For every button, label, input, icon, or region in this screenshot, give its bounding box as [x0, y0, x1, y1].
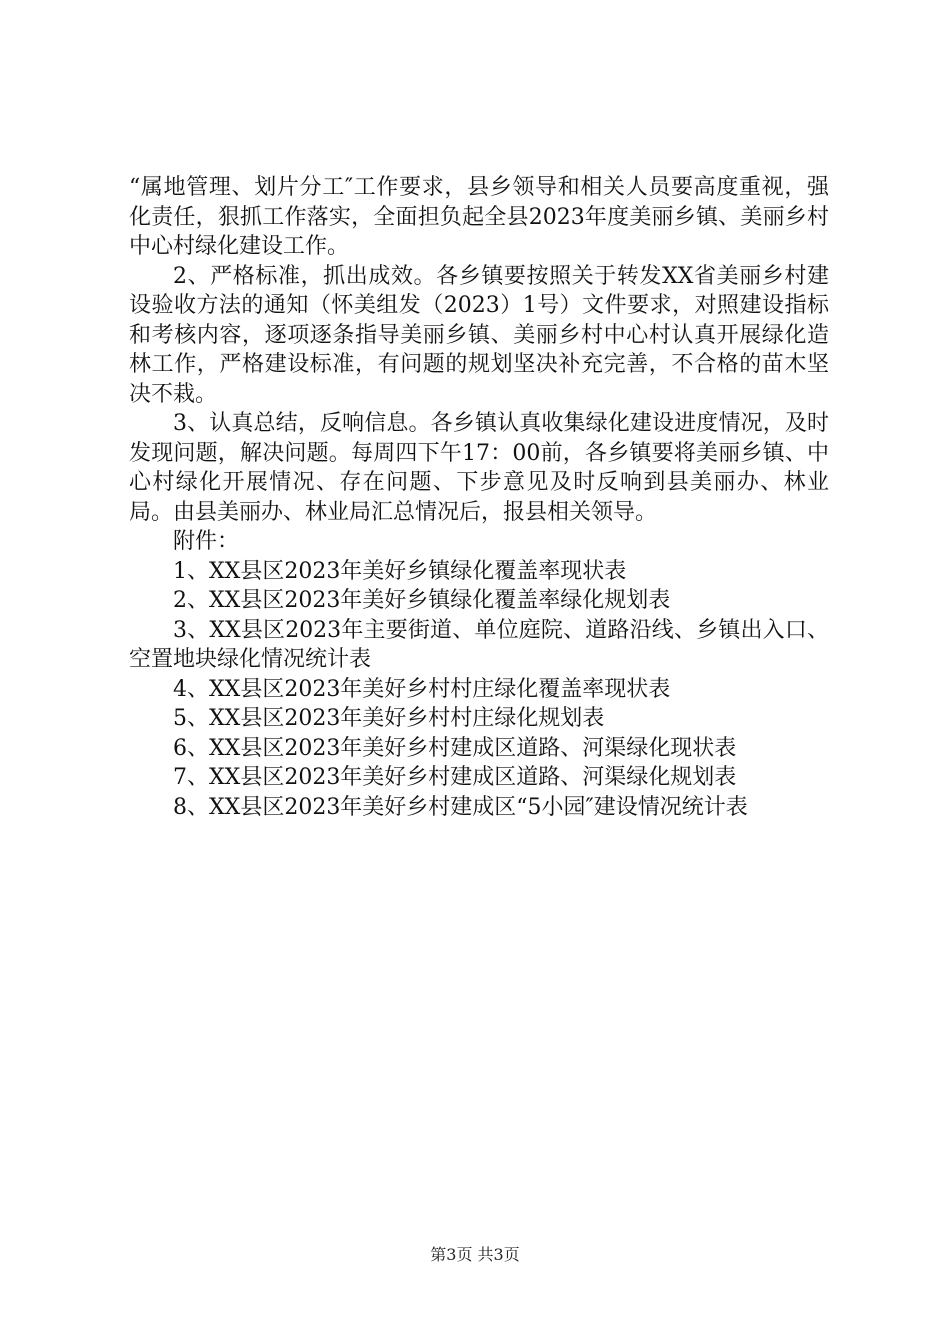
- document-body: [129, 173, 829, 822]
- attachment-item-6: 6、XX县区2023年美好乡村建成区道路、河渠绿化现状表: [173, 735, 737, 761]
- attachment-item-5: 5、XX县区2023年美好乡村村庄绿化规划表: [173, 706, 605, 731]
- attachment-item-2: 2、XX县区2023年美好乡镇绿化覆盖率绿化规划表: [173, 588, 671, 613]
- paragraph-summary-feedback: 3、认真总结，反响信息。各乡镇认真收集绿化建设进度情况，及时发现问题，解决问题。每周四下午17：00前，各乡镇要将美丽乡镇、中心村绿化开展情况、存在问题、下步意见及时反响到县美丽办、林业局。由县美丽办、林业局汇总情况后，报县相关领导。: [129, 411, 829, 525]
- attachment-item-7: 7、XX县区2023年美好乡村建成区道路、河渠绿化规划表: [173, 765, 737, 790]
- paragraph-continuation: “属地管理、划片分工″工作要求，县乡领导和相关人员要高度重视，强化责任，狠抓工作落实，全面担负起全县2023年度美丽乡镇、美丽乡村中心村绿化建设工作。: [129, 175, 829, 259]
- attachment-item-8: 8、XX县区2023年美好乡村建成区“5小园″建设情况统计表: [173, 794, 748, 820]
- attachment-item-3: 3、XX县区2023年主要街道、单位庭院、道路沿线、乡镇出入口、空置地块绿化情况统计表: [129, 617, 829, 672]
- paragraph-strict-standards: 2、严格标准，抓出成效。各乡镇要按照关于转发XX省美丽乡村建设验收方法的通知（怀美组发（2023）1号）文件要求，对照建设指标和考核内容，逐项逐条指导美丽乡镇、美丽乡村中心村认真开展绿化造林工作，严格建设标准，有问题的规划坚决补充完善，不合格的苗木坚决不栽。: [129, 263, 829, 407]
- page-number-footer: 第3页 共3页: [430, 1245, 520, 1264]
- attachment-item-1: 1、XX县区2023年美好乡镇绿化覆盖率现状表: [173, 558, 627, 584]
- attachments-heading: 附件：: [173, 529, 240, 554]
- attachment-item-4: 4、XX县区2023年美好乡村村庄绿化覆盖率现状表: [173, 676, 671, 702]
